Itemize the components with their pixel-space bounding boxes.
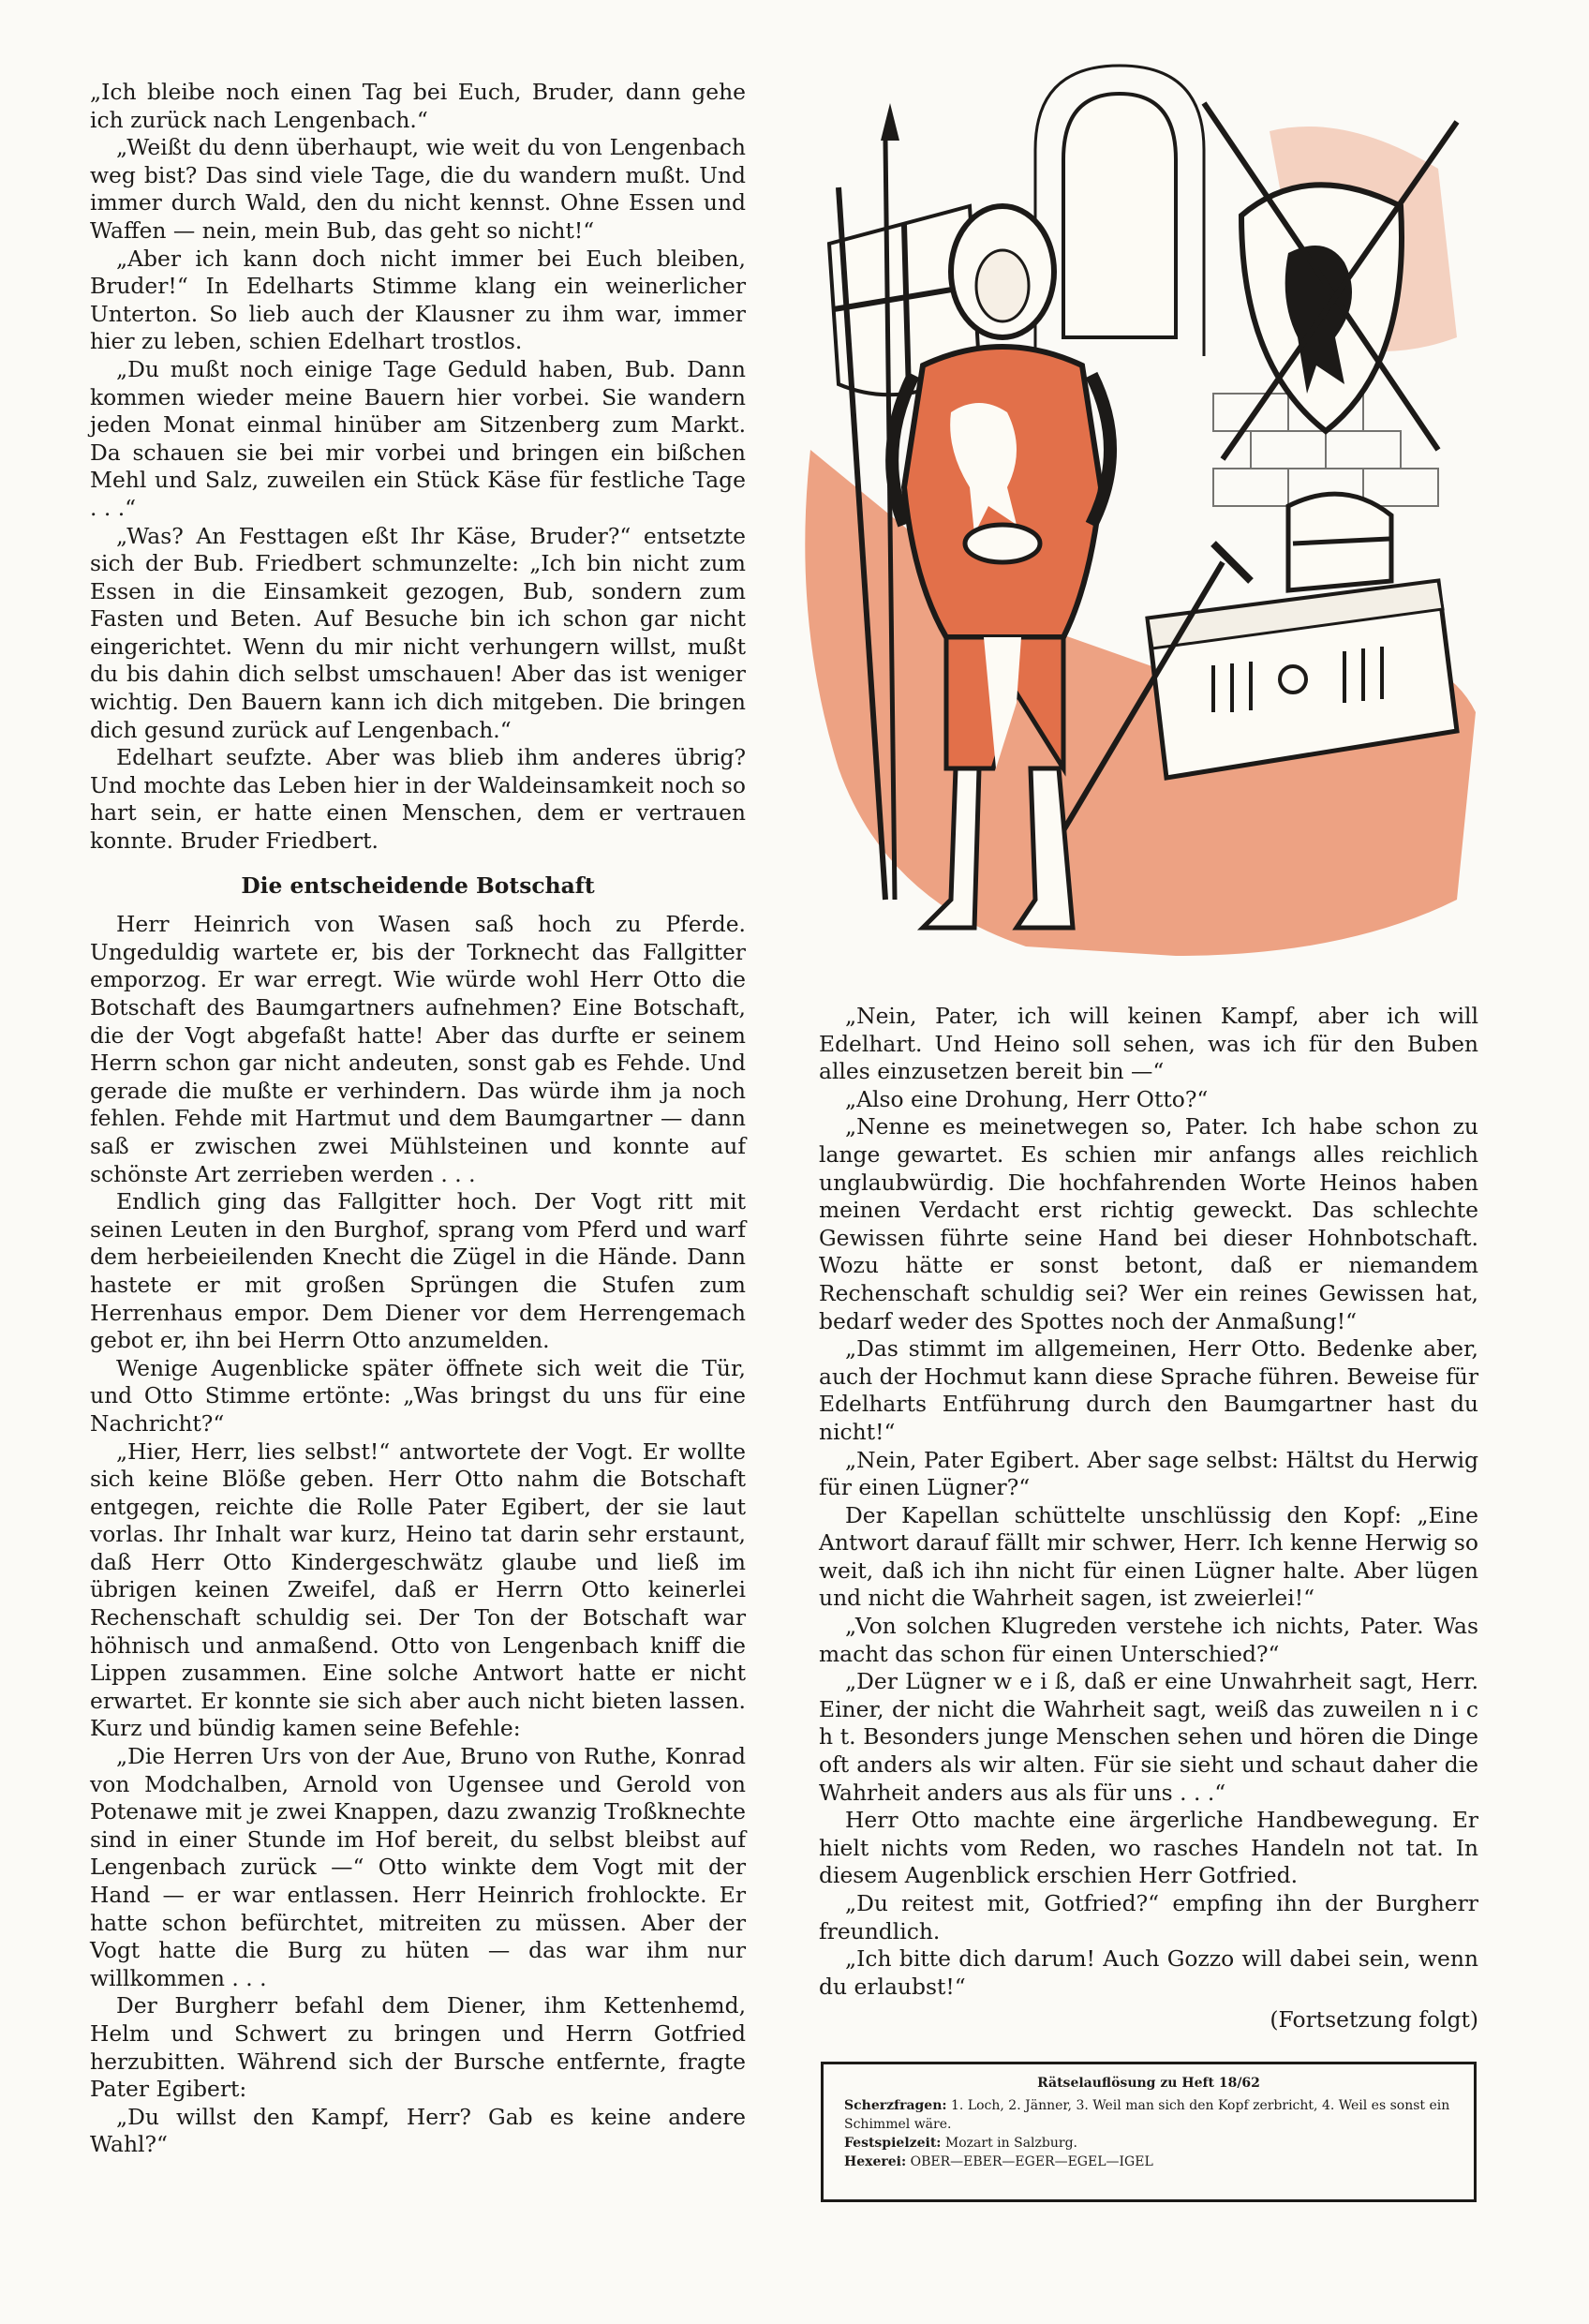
- paragraph: „Du mußt noch einige Tage Geduld haben, Bub. Dann kommen wieder meine Bauern hier vorbei. Sie wandern jeden Monat einmal hinüber am Sitzenberg zum Markt. Da schauen sie bei mir vorbei und bringen ein bißchen Mehl und Salz, zuweilen ein Stück Käse für festliche Tage . . .“: [90, 355, 746, 521]
- paragraph: Edelhart seufzte. Aber was blieb ihm anderes übrig? Und mochte das Leben hier in der Waldeinsamkeit noch so hart sein, er hatte einen Menschen, dem er vertrauen konnte. Bruder Friedbert.: [90, 744, 746, 855]
- paragraph: „Ich bleibe noch einen Tag bei Euch, Bruder, dann gehe ich zurück nach Lengenbach.“: [90, 79, 746, 133]
- paragraph: „Ich bitte dich darum! Auch Gozzo will dabei sein, wenn du erlaubst!“: [819, 1945, 1478, 2000]
- solution-line-scherzfragen: [844, 2096, 1453, 2134]
- paragraph: „Nein, Pater, ich will keinen Kampf, aber ich will Edelhart. Und Heino soll sehen, was ich für den Buben alles einzusetzen bereit bin —“: [819, 1003, 1478, 1085]
- paragraph: „Von solchen Klugreden verstehe ich nichts, Pater. Was macht das schon für einen Unterschied?“: [819, 1613, 1478, 1667]
- solution-text: OBER—EBER—EGER—EGEL—IGEL: [910, 2154, 1153, 2169]
- right-text-column: [819, 1003, 1478, 2034]
- paragraph: Der Burgherr befahl dem Diener, ihm Kettenhemd, Helm und Schwert zu bringen und Herrn Gotfried herzubitten. Während sich der Bursche entfernte, fragte Pater Egibert:: [90, 1992, 746, 2103]
- left-text-column: [90, 79, 746, 2159]
- paragraph: Der Kapellan schüttelte unschlüssig den Kopf: „Eine Antwort darauf fällt mir schwer, Herr. Ich kenne Herwig so weit, daß ich ihn nicht für einen Lügner halte. Aber lügen und nicht die Wahrheit sagen, ist zweierlei!“: [819, 1501, 1478, 1612]
- paragraph: „Nenne es meinetwegen so, Pater. Ich habe schon zu lange gewartet. Es schien mir anfangs alles reichlich unglaubwürdig. Die hochfahrenden Worte Heinos haben meinen Verdacht erst richtig geweckt. Das schlechte Gewissen führte seine Hand bei dieser Hohnbotschaft. Wozu hätte er sonst betont, daß er niemandem Rechenschaft schuldig sei? Wer ein reines Gewissen hat, bedarf weder des Spottes noch der Anmaßung!“: [819, 1113, 1478, 1334]
- solution-text: 1. Loch, 2. Jänner, 3. Weil man sich den Kopf zerbricht, 4. Weil es sonst ein Schimmel wäre.: [844, 2098, 1450, 2132]
- solution-line-festspielzeit: [844, 2134, 1453, 2153]
- knight-illustration: [782, 56, 1494, 956]
- paragraph: „Weißt du denn überhaupt, wie weit du von Lengenbach weg bist? Das sind viele Tage, die du wandern mußt. Und immer durch Wald, den du nicht kennst. Ohne Essen und Waffen — nein, mein Bub, das geht so nicht!“: [90, 134, 746, 244]
- solution-label: Festspielzeit:: [844, 2136, 942, 2151]
- continuation-note: (Fortsetzung folgt): [1270, 2006, 1478, 2034]
- solution-line-hexerei: [844, 2153, 1453, 2171]
- paragraph: „Nein, Pater Egibert. Aber sage selbst: Hältst du Herwig für einen Lügner?“: [819, 1446, 1478, 1501]
- solution-label: Scherzfragen:: [844, 2098, 947, 2113]
- paragraph: „Was? An Festtagen eßt Ihr Käse, Bruder?“ entsetzte sich der Bub. Friedbert schmunzelte: „Ich bin nicht zum Essen in die Einsamkeit gezogen, Bub, sondern zum Fasten und Beten. Auf Besuche bin ich schon gar nicht eingerichtet. Wenn du mir nicht verhungern willst, mußt du bis dahin dich selbst umschauen! Aber das ist weniger wichtig. Den Bauern kann ich dich mitgeben. Die bringen dich gesund zurück auf Lengenbach.“: [90, 522, 746, 743]
- paragraph: „Das stimmt im allgemeinen, Herr Otto. Bedenke aber, auch der Hochmut kann diese Sprache führen. Beweise für Edelharts Entführung durch den Baumgartner hast du nicht!“: [819, 1335, 1478, 1445]
- solution-text: Mozart in Salzburg.: [944, 2136, 1077, 2151]
- arch-window: [1063, 94, 1176, 337]
- paragraph: „Aber ich kann doch nicht immer bei Euch bleiben, Bruder!“ In Edelharts Stimme klang ein weinerlicher Unterton. So lieb auch der Klausner zu ihm war, immer hier zu leben, schien Edelhart trostlos.: [90, 245, 746, 355]
- paragraph: Herr Otto machte eine ärgerliche Handbewegung. Er hielt nichts vom Reden, wo rasches Handeln not tat. In diesem Augenblick erschien Herr Gotfried.: [819, 1807, 1478, 1889]
- paragraph: „Der Lügner w e i ß, daß er eine Unwahrheit sagt, Herr. Einer, der nicht die Wahrheit sagt, weiß das zuweilen n i c h t. Besonders junge Menschen sehen und hören die Dinge oft anders als wir alten. Für sie sieht und schaut daher die Wahrheit anders aus als für uns . . .“: [819, 1668, 1478, 1806]
- paragraph: „Du willst den Kampf, Herr? Gab es keine andere Wahl?“: [90, 2103, 746, 2158]
- puzzle-solution-box: [821, 2062, 1477, 2202]
- paragraph: Endlich ging das Fallgitter hoch. Der Vogt ritt mit seinen Leuten in den Burghof, sprang vom Pferd und warf dem herbeieilenden Knecht die Zügel in die Hände. Dann hastete er mit großen Sprüngen die Stufen zum Herrenhaus empor. Dem Diener vor dem Herrengemach gebot er, ihn bei Herrn Otto anzumelden.: [90, 1188, 746, 1354]
- section-heading: Die entscheidende Botschaft: [241, 872, 595, 899]
- paragraph: „Also eine Drohung, Herr Otto?“: [845, 1085, 1209, 1112]
- solution-title: Rätselauflösung zu Heft 18/62: [1037, 2076, 1260, 2091]
- paragraph: „Du reitest mit, Gotfried?“ empfing ihn der Burgherr freundlich.: [819, 1890, 1478, 1944]
- paragraph: „Hier, Herr, lies selbst!“ antwortete der Vogt. Er wollte sich keine Blöße geben. Herr Otto nahm die Botschaft entgegen, reichte die Rolle Pater Egibert, der sie laut vorlas. Ihr Inhalt war kurz, Heino tat darin sehr erstaunt, daß Herr Otto Kindergeschwätz glaube und ließ im übrigen keinen Zweifel, daß er Herrn Otto keinerlei Rechenschaft schuldig sei. Der Ton der Botschaft war höhnisch und anmaßend. Otto von Lengenbach kniff die Lippen zusammen. Eine solche Antwort hatte er nicht erwartet. Er konnte sie sich aber auch nicht bieten lassen. Kurz und bündig kamen seine Befehle:: [90, 1438, 746, 1742]
- paragraph: Wenige Augenblicke später öffnete sich weit die Tür, und Otto Stimme ertönte: „Was bringst du uns für eine Nachricht?“: [90, 1354, 746, 1437]
- paragraph: Herr Heinrich von Wasen saß hoch zu Pferde. Ungeduldig wartete er, bis der Torknecht das Fallgitter emporzog. Er war erregt. Wie würde wohl Herr Otto die Botschaft des Baumgartners aufnehmen? Eine Botschaft, die der Vogt abgefaßt hatte! Aber das durfte er seinem Herrn schon gar nicht andeuten, sonst gab es Fehde. Und gerade die mußte er verhindern. Das würde ihm ja noch fehlen. Fehde mit Hartmut und dem Baumgartner — dann saß er zwischen zwei Mühlsteinen und konnte auf schönste Art zerrieben werden . . .: [90, 911, 746, 1187]
- paragraph: „Die Herren Urs von der Aue, Bruno von Ruthe, Konrad von Modchalben, Arnold von Ugensee und Gerold von Potenawe mit je zwei Knappen, dazu zwanzig Troßknechte sind in einer Stunde im Hof bereit, du selbst bleibst auf Lengenbach zurück —“ Otto winkte dem Vogt mit der Hand — er war entlassen. Herr Heinrich frohlockte. Er hatte schon befürchtet, mitreiten zu müssen. Aber der Vogt hatte die Burg zu hüten — das war ihm nur willkommen . . .: [90, 1743, 746, 1991]
- solution-label: Hexerei:: [844, 2154, 907, 2169]
